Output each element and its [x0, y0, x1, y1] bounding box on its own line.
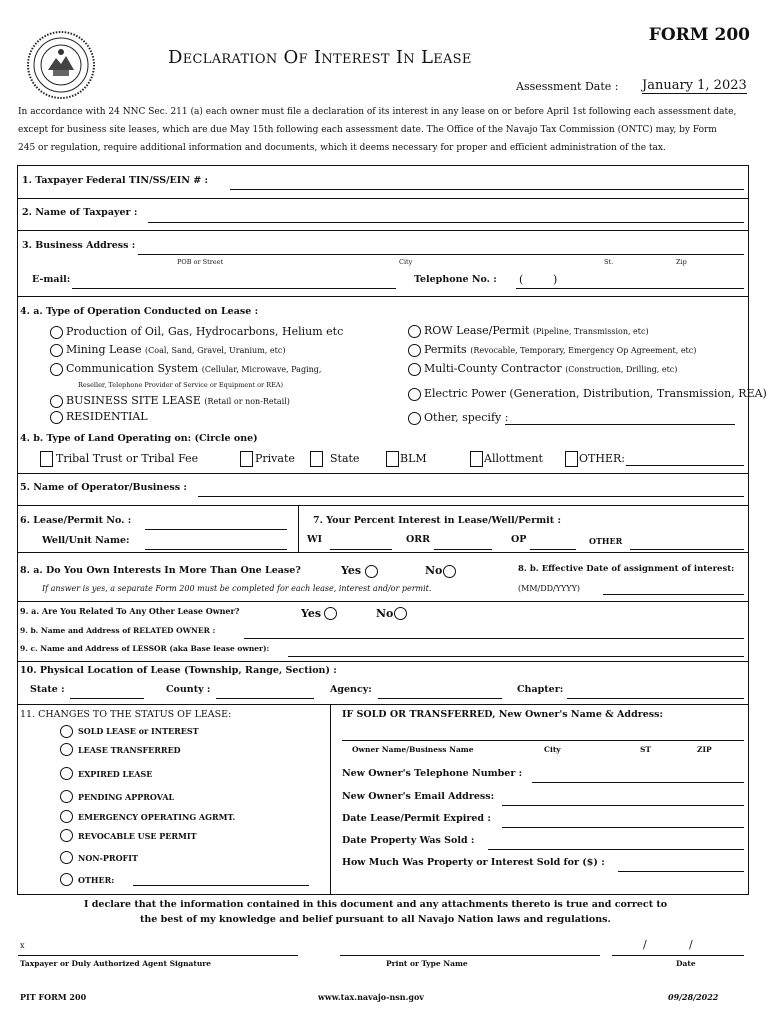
- expired-date-input[interactable]: [502, 827, 744, 828]
- land-tribal-checkbox[interactable]: [40, 451, 53, 467]
- rule-right: [748, 165, 749, 895]
- phone-paren-open: (: [519, 273, 524, 286]
- rule-11-divider: [330, 704, 331, 894]
- op-oil-label: Production of Oil, Gas, Hydrocarbons, Helium etc: [66, 325, 344, 338]
- rule-8: [17, 661, 748, 662]
- s8b-format: (MM/DD/YYYY): [518, 584, 580, 593]
- sub-zip: Zip: [676, 258, 687, 266]
- rule-5: [17, 505, 748, 506]
- status-pending-radio[interactable]: [60, 790, 73, 803]
- status-revocable-radio[interactable]: [60, 829, 73, 842]
- op-comm-label: Communication System (Cellular, Microwave, Paging,: [66, 362, 322, 375]
- navajo-nation-seal: [26, 30, 96, 100]
- op-permits-radio[interactable]: [408, 344, 421, 357]
- sold-date-input[interactable]: [488, 849, 744, 850]
- date-slash-1: /: [643, 938, 647, 951]
- op-multicounty-label: Multi-County Contractor (Construction, Drilling, etc): [424, 362, 678, 375]
- other-interest-input[interactable]: [630, 549, 744, 550]
- s9a-no-radio[interactable]: [394, 607, 407, 620]
- land-other-checkbox[interactable]: [565, 451, 578, 467]
- op-mining-radio[interactable]: [50, 344, 63, 357]
- s3-label: 3. Business Address :: [22, 240, 136, 251]
- s9a-label: 9. a. Are You Related To Any Other Lease Owner?: [20, 606, 240, 616]
- s4a-label: 4. a. Type of Operation Conducted on Lease :: [20, 306, 259, 317]
- op-electric-radio[interactable]: [408, 388, 421, 401]
- st-col: ST: [640, 745, 651, 754]
- op-oil-radio[interactable]: [50, 326, 63, 339]
- status-expired-label: EXPIRED LEASE: [78, 769, 153, 779]
- zip-col: ZIP: [697, 745, 712, 754]
- s8a-no-label: No: [425, 564, 443, 577]
- signature-caption: Taxpayer or Duly Authorized Agent Signature: [20, 959, 212, 968]
- rule-6-7-divider: [298, 505, 299, 552]
- status-sold-label: SOLD LEASE or INTEREST: [78, 726, 199, 736]
- status-other-input[interactable]: [133, 885, 309, 886]
- email-label: E-mail:: [32, 274, 71, 285]
- op-mining-label: Mining Lease (Coal, Sand, Gravel, Uranium, etc): [66, 343, 286, 356]
- phone-paren-close: ): [553, 273, 558, 286]
- related-owner-input[interactable]: [244, 638, 744, 639]
- op-other-input[interactable]: [505, 424, 735, 425]
- land-blm-label: BLM: [400, 452, 427, 465]
- rule-6: [17, 552, 748, 553]
- land-other-label: OTHER:: [579, 452, 625, 465]
- declaration-line-1: I declare that the information contained in this document and any attachments thereto is true and correct to: [84, 899, 668, 910]
- owner-col: Owner Name/Business Name: [352, 745, 474, 754]
- op-other-radio[interactable]: [408, 412, 421, 425]
- land-state-checkbox[interactable]: [310, 451, 323, 467]
- effective-date-input[interactable]: [603, 594, 744, 595]
- s5-label: 5. Name of Operator/Business :: [20, 482, 187, 493]
- land-allot-label: Allottment: [484, 452, 543, 465]
- land-allot-checkbox[interactable]: [470, 451, 483, 467]
- agency-input[interactable]: [378, 698, 502, 699]
- op-electric-label: Electric Power (Generation, Distribution, Transmission, REA): [424, 387, 767, 400]
- state-label: State :: [30, 684, 65, 695]
- signature-x: x: [20, 941, 25, 950]
- status-pending-label: PENDING APPROVAL: [78, 792, 175, 802]
- assessment-date: January 1, 2023: [642, 78, 747, 93]
- county-label: County :: [166, 684, 211, 695]
- op-input[interactable]: [530, 549, 576, 550]
- intro-line-2: except for business site leases, which are due May 15th following each assessment date. The Office of the Navajo Tax Commission (ONTC) may, by Form: [18, 125, 717, 135]
- s1-label: 1. Taxpayer Federal TIN/SS/EIN # :: [22, 175, 209, 186]
- s8a-yes-label: Yes: [341, 564, 362, 577]
- op-residential-label: RESIDENTIAL: [66, 410, 148, 423]
- intro-line-3: 245 or regulation, require additional information and documents, which it deems necessary for proper and efficient administration of the tax.: [18, 143, 666, 153]
- s11-label: 11. CHANGES TO THE STATUS OF LEASE:: [20, 709, 232, 720]
- agency-label: Agency:: [330, 684, 372, 695]
- new-owner-email-label: New Owner's Email Address:: [342, 791, 495, 802]
- op-permits-label: Permits (Revocable, Temporary, Emergency Op Agreement, etc): [424, 343, 697, 356]
- rule-3: [17, 296, 748, 297]
- footer-url[interactable]: www.tax.navajo-nsn.gov: [318, 992, 424, 1002]
- sold-label: IF SOLD OR TRANSFERRED, New Owner's Name & Address:: [342, 709, 663, 720]
- orr-label: ORR: [406, 534, 431, 545]
- print-name-input[interactable]: [340, 955, 600, 956]
- status-emergency-label: EMERGENCY OPERATING AGRMT.: [78, 812, 236, 822]
- op-business-label: BUSINESS SITE LEASE (Retail or non-Retail): [66, 394, 290, 407]
- other-label: OTHER: [589, 536, 623, 546]
- form-title: Declaration Of Interest In Lease: [168, 47, 472, 68]
- form-number: FORM 200: [648, 25, 750, 45]
- date-input[interactable]: [612, 955, 744, 956]
- footer-left: PIT FORM 200: [20, 992, 87, 1002]
- rule-1: [17, 198, 748, 199]
- s6-label: 6. Lease/Permit No. :: [20, 515, 132, 526]
- s8a-note: If answer is yes, a separate Form 200 must be completed for each lease, interest and/or permit.: [42, 584, 432, 593]
- op-multicounty-radio[interactable]: [408, 363, 421, 376]
- rule-left: [17, 165, 18, 895]
- s7-label: 7. Your Percent Interest in Lease/Well/Permit :: [313, 515, 561, 526]
- op-comm-cont: Reseller, Telephone Provider of Service or Equipment or REA): [78, 381, 284, 389]
- status-revocable-label: REVOCABLE USE PERMIT: [78, 831, 197, 841]
- status-sold-radio[interactable]: [60, 725, 73, 738]
- email-input[interactable]: [72, 288, 396, 289]
- s9c-label: 9. c. Name and Address of LESSOR (aka Base lease owner):: [20, 644, 270, 653]
- s2-label: 2. Name of Taxpayer :: [22, 207, 138, 218]
- chapter-label: Chapter:: [517, 684, 564, 695]
- lease-permit-input[interactable]: [145, 529, 287, 530]
- footer-date: 09/28/2022: [668, 992, 719, 1002]
- expired-date-label: Date Lease/Permit Expired :: [342, 813, 491, 824]
- s10-label: 10. Physical Location of Lease (Township, Range, Section) :: [20, 665, 337, 676]
- business-address-input[interactable]: [138, 254, 744, 255]
- land-private-checkbox[interactable]: [240, 451, 253, 467]
- county-input[interactable]: [216, 698, 314, 699]
- sold-for-label: How Much Was Property or Interest Sold for ($) :: [342, 857, 605, 868]
- status-nonprofit-radio[interactable]: [60, 851, 73, 864]
- s8a-yes-radio[interactable]: [365, 565, 378, 578]
- s8a-label: 8. a. Do You Own Interests In More Than One Lease?: [20, 565, 301, 576]
- new-owner-phone-input[interactable]: [532, 782, 744, 783]
- sub-po: POB or Street: [177, 258, 224, 266]
- date-slash-2: /: [689, 938, 693, 951]
- phone-label: Telephone No. :: [414, 274, 497, 285]
- city-col: City: [544, 745, 561, 754]
- rule-2: [17, 230, 748, 231]
- rule-top: [17, 165, 748, 166]
- chapter-input[interactable]: [567, 698, 744, 699]
- new-owner-input[interactable]: [342, 740, 744, 741]
- sub-city: City: [399, 258, 413, 266]
- op-business-radio[interactable]: [50, 395, 63, 408]
- print-caption: Print or Type Name: [386, 959, 468, 968]
- wi-input[interactable]: [330, 549, 392, 550]
- sold-for-input[interactable]: [618, 871, 744, 872]
- new-owner-phone-label: New Owner's Telephone Number :: [342, 768, 523, 779]
- s9b-label: 9. b. Name and Address of RELATED OWNER :: [20, 626, 216, 635]
- s8b-label: 8. b. Effective Date of assignment of interest:: [518, 564, 735, 574]
- tin-input[interactable]: [230, 189, 744, 190]
- land-blm-checkbox[interactable]: [386, 451, 399, 467]
- assessment-label: Assessment Date :: [516, 80, 619, 93]
- intro-line-1: In accordance with 24 NNC Sec. 211 (a) each owner must file a declaration of its interest in any lease on or before April 1st following each assessment date,: [18, 107, 737, 117]
- sold-date-label: Date Property Was Sold :: [342, 835, 475, 846]
- s4b-label: 4. b. Type of Land Operating on: (Circle one): [20, 433, 258, 444]
- op-residential-radio[interactable]: [50, 411, 63, 424]
- phone-input[interactable]: [516, 288, 744, 289]
- declaration-line-2: the best of my knowledge and belief pursuant to all Navajo Nation laws and regulations.: [140, 914, 611, 925]
- land-private-label: Private: [255, 452, 295, 465]
- orr-input[interactable]: [434, 549, 492, 550]
- taxpayer-name-input[interactable]: [148, 222, 744, 223]
- status-other-radio[interactable]: [60, 873, 73, 886]
- rule-7: [17, 601, 748, 602]
- op-row-label: ROW Lease/Permit (Pipeline, Transmission, etc): [424, 324, 649, 337]
- s9a-yes-radio[interactable]: [324, 607, 337, 620]
- state-input[interactable]: [70, 698, 144, 699]
- land-tribal-label: Tribal Trust or Tribal Fee: [56, 452, 199, 465]
- rule-10: [17, 894, 748, 895]
- signature-input[interactable]: [18, 955, 298, 956]
- land-state-label: State: [330, 452, 360, 465]
- date-caption: Date: [676, 959, 696, 968]
- op-comm-radio[interactable]: [50, 363, 63, 376]
- status-transferred-radio[interactable]: [60, 743, 73, 756]
- rule-4: [17, 473, 748, 474]
- operator-name-input[interactable]: [198, 496, 744, 497]
- well-label: Well/Unit Name:: [42, 535, 130, 546]
- s8a-no-radio[interactable]: [443, 565, 456, 578]
- land-other-input[interactable]: [626, 465, 744, 466]
- status-expired-radio[interactable]: [60, 767, 73, 780]
- op-other-label: Other, specify :: [424, 411, 509, 424]
- lessor-input[interactable]: [288, 656, 744, 657]
- new-owner-email-input[interactable]: [502, 805, 744, 806]
- sub-st: St.: [604, 258, 614, 266]
- status-transferred-label: LEASE TRANSFERRED: [78, 745, 181, 755]
- status-nonprofit-label: NON-PROFIT: [78, 853, 138, 863]
- rule-9: [17, 704, 748, 705]
- op-row-radio[interactable]: [408, 325, 421, 338]
- well-name-input[interactable]: [145, 549, 287, 550]
- op-label: OP: [511, 534, 527, 545]
- status-emergency-radio[interactable]: [60, 810, 73, 823]
- s9a-no-label: No: [376, 607, 394, 620]
- s9a-yes-label: Yes: [301, 607, 322, 620]
- status-other-label: OTHER:: [78, 875, 115, 885]
- wi-label: WI: [307, 534, 323, 545]
